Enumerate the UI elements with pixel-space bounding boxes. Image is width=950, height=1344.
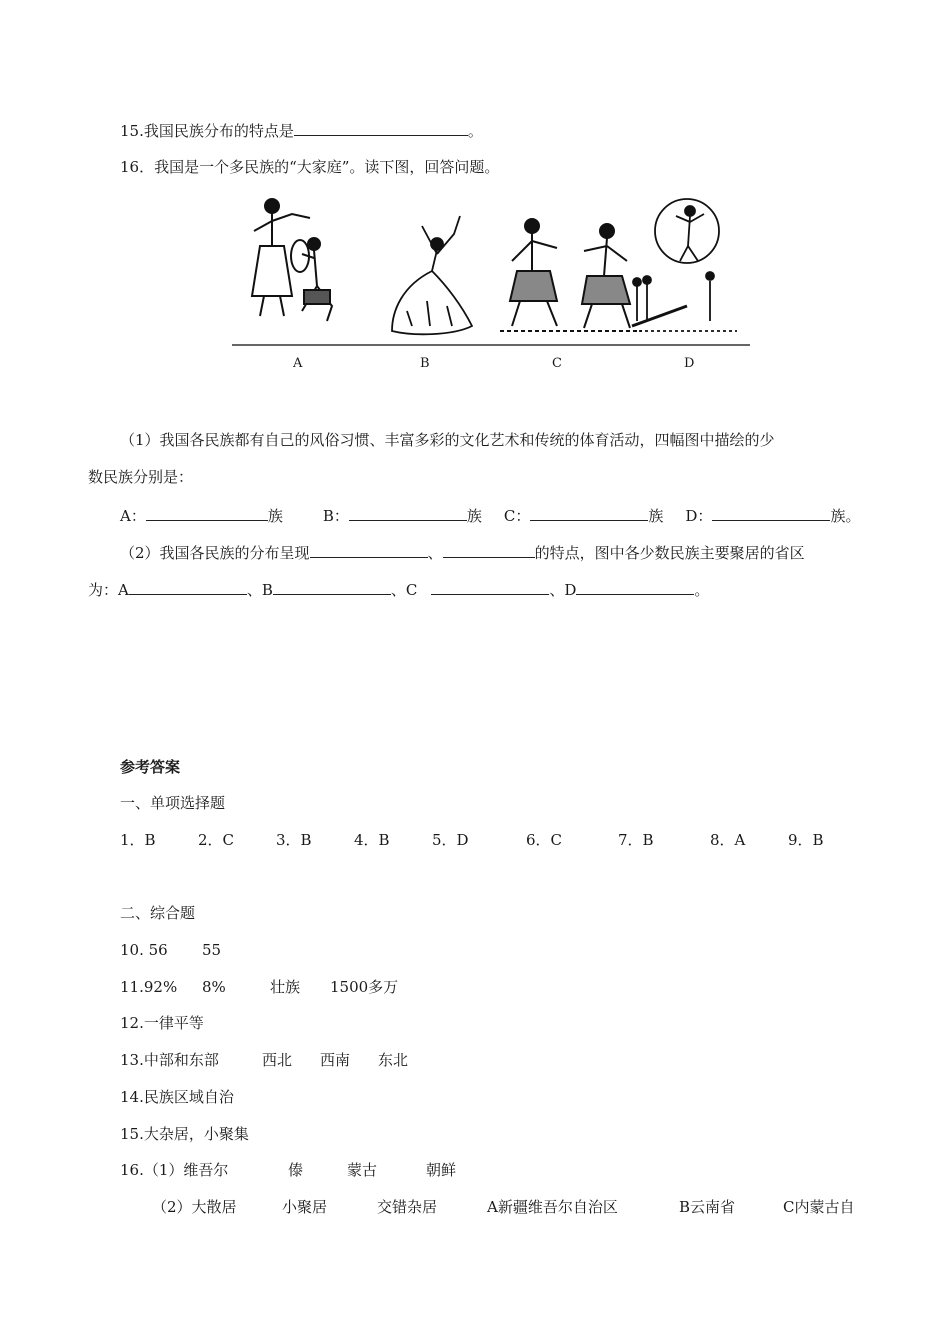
answer-blank[interactable] [530, 505, 648, 521]
answer-15: 15.大杂居，小聚集 [120, 1125, 249, 1143]
answer-part: 西南 [320, 1051, 351, 1069]
question-16-stem: 16．我国是一个多民族的“大家庭”。读下图，回答问题。 [120, 158, 500, 176]
ethnic-dance-illustration [232, 186, 750, 346]
answer-part: A新疆维吾尔自治区 [487, 1198, 618, 1216]
answer-part: （2）大散居 [152, 1198, 237, 1216]
answer-part: 傣 [288, 1161, 304, 1179]
section-2-heading: 二、综合题 [120, 904, 196, 922]
figure-label-a: A [293, 356, 303, 371]
answer-part: 交错杂居 [377, 1198, 438, 1216]
choice-answers-row [120, 830, 824, 850]
answer-part: 1500多万 [330, 978, 399, 996]
answer-part: 10. 56 [120, 941, 168, 959]
choice-answer: 6．C [526, 831, 563, 849]
answer-part: 东北 [378, 1051, 409, 1069]
answer-part: 8% [202, 978, 226, 996]
answer-blank[interactable] [576, 579, 694, 595]
answer-part: 13.中部和东部 [120, 1051, 219, 1069]
choice-answer: 5．D [432, 831, 469, 849]
answer-12: 12.一律平等 [120, 1014, 204, 1032]
answer-part: C内蒙古自 [783, 1198, 855, 1216]
answer-16-part-2 [152, 1197, 854, 1217]
question-15-end: 。 [467, 122, 483, 140]
panel-d-drawing [627, 199, 737, 331]
figure-label-c: C [552, 356, 562, 371]
separator: 、 [427, 544, 443, 562]
answer-13 [120, 1050, 408, 1070]
answer-blank[interactable] [273, 579, 391, 595]
label-a: A： [120, 507, 146, 525]
label-d: D： [685, 507, 713, 525]
answer-blank[interactable] [712, 505, 830, 521]
choice-answer: 4．B [354, 831, 390, 849]
sub-question-2-line2 [88, 579, 709, 600]
choice-answer: 8．A [710, 831, 746, 849]
sub-question-1-line2: 数民族分别是： [88, 468, 194, 486]
label-d: 、D [549, 581, 577, 599]
answer-part: 16.（1）维吾尔 [120, 1161, 229, 1179]
choice-answer: 1．B [120, 831, 156, 849]
answer-part: 小聚居 [282, 1198, 328, 1216]
sub-question-2-text-cont: 的特点，图中各少数民族主要聚居的省区 [534, 544, 805, 562]
figure-label-b: B [420, 356, 430, 371]
choice-answer: 9．B [788, 831, 824, 849]
label-c: 、C [390, 581, 418, 599]
figure-label-d: D [684, 356, 695, 371]
answer-10 [120, 940, 221, 960]
question-15-text: 15.我国民族分布的特点是 [120, 122, 294, 140]
sub-question-2-text: （2）我国各民族的分布呈现 [120, 544, 310, 562]
end-mark: 。 [845, 507, 861, 525]
end-mark: 。 [694, 581, 710, 599]
label-a: 为：A [88, 581, 129, 599]
answers-title: 参考答案 [120, 758, 181, 776]
choice-answer: 7．B [618, 831, 654, 849]
answer-part: 55 [202, 941, 222, 959]
answer-part: 西北 [262, 1051, 293, 1069]
ethnic-dance-figure [232, 186, 750, 346]
suffix-zu: 族 [466, 507, 482, 525]
suffix-zu: 族 [830, 507, 846, 525]
answer-blank[interactable] [129, 579, 247, 595]
panel-c-drawing [500, 219, 642, 331]
answer-blank[interactable] [310, 542, 428, 558]
answer-part: B云南省 [679, 1198, 736, 1216]
panel-a-drawing [252, 199, 332, 321]
section-1-heading: 一、单项选择题 [120, 794, 226, 812]
label-b: 、B [246, 581, 273, 599]
sub-question-1-line1: （1）我国各民族都有自己的风俗习惯、丰富多彩的文化艺术和传统的体育活动，四幅图中描绘的少 [120, 431, 775, 449]
answer-blank[interactable] [294, 120, 468, 136]
answer-part: 朝鲜 [426, 1161, 457, 1179]
choice-answer: 2．C [198, 831, 235, 849]
answer-part: 11.92% [120, 978, 178, 996]
suffix-zu: 族 [267, 507, 283, 525]
panel-b-drawing [392, 216, 472, 334]
answer-part: 蒙古 [347, 1161, 378, 1179]
answer-blank[interactable] [431, 579, 549, 595]
sub-question-1-fill-row [120, 505, 860, 526]
answer-part: 壮族 [270, 978, 301, 996]
label-b: B： [322, 507, 349, 525]
answer-16-part-1 [120, 1160, 456, 1180]
label-c: C： [503, 507, 531, 525]
suffix-zu: 族 [648, 507, 664, 525]
answer-blank[interactable] [443, 542, 535, 558]
question-15 [120, 120, 483, 141]
choice-answer: 3．B [276, 831, 312, 849]
answer-blank[interactable] [146, 505, 268, 521]
answer-blank[interactable] [349, 505, 467, 521]
answer-14: 14.民族区域自治 [120, 1088, 234, 1106]
answer-11 [120, 977, 398, 997]
sub-question-2-line1 [120, 542, 805, 563]
